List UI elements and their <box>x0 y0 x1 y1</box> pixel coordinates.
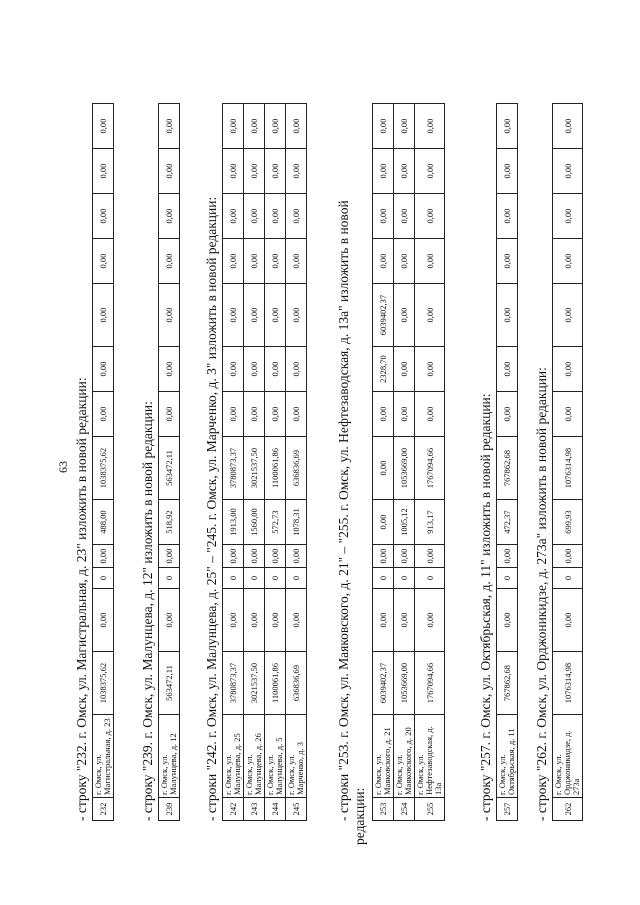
cell: 0,00 <box>415 589 445 652</box>
row-address: г. Омск, ул. Малунцева, д. 26 <box>244 715 265 798</box>
cell: 0,00 <box>497 149 518 194</box>
table-row <box>415 104 445 821</box>
cell: 0,00 <box>223 392 244 437</box>
row-address: г. Омск, ул. Магистральная, д. 23 <box>93 715 114 798</box>
table-row <box>553 104 583 821</box>
table-row <box>244 104 265 821</box>
cell: 0,00 <box>286 239 307 284</box>
cell: 0,00 <box>394 194 415 239</box>
cell: 0,00 <box>415 545 445 568</box>
cell: 0 <box>265 568 286 589</box>
cell: 0,00 <box>244 392 265 437</box>
cell: 0,00 <box>265 104 286 149</box>
cell: 0 <box>553 568 583 589</box>
row-number: 244 <box>265 798 286 821</box>
cell: 0,00 <box>223 589 244 652</box>
cell: 0,00 <box>93 589 114 652</box>
cell: 636836,69 <box>286 437 307 500</box>
cell: 0,00 <box>159 545 180 568</box>
cell: 1100061,86 <box>265 437 286 500</box>
cell: 0,00 <box>93 284 114 347</box>
cell: 0,00 <box>223 194 244 239</box>
cell: 0,00 <box>93 239 114 284</box>
cell: 0,00 <box>553 149 583 194</box>
cell: 0,00 <box>394 104 415 149</box>
row-address: г. Омск, ул. Октябрьская, д. 11 <box>497 715 518 798</box>
cell: 0,00 <box>244 347 265 392</box>
cell: 0 <box>93 568 114 589</box>
cell: 0,00 <box>223 104 244 149</box>
cell: 0,00 <box>244 194 265 239</box>
cell: 0,00 <box>553 104 583 149</box>
cell: 2328,70 <box>373 347 394 392</box>
cell: 0,00 <box>394 589 415 652</box>
cell: 0,00 <box>223 545 244 568</box>
row-number: 242 <box>223 798 244 821</box>
cell: 0 <box>394 568 415 589</box>
cell: 0,00 <box>93 104 114 149</box>
cell: 0,00 <box>159 284 180 347</box>
cell: 0 <box>244 568 265 589</box>
cell: 0,00 <box>553 284 583 347</box>
cell: 0,00 <box>223 239 244 284</box>
cell: 0,00 <box>223 347 244 392</box>
cell: 0,00 <box>265 589 286 652</box>
cell: 0,00 <box>93 149 114 194</box>
cell: 0,00 <box>394 239 415 284</box>
cell: 0,00 <box>497 239 518 284</box>
cell: 0,00 <box>244 545 265 568</box>
cell: 0 <box>373 568 394 589</box>
cell: 1913,00 <box>223 500 244 545</box>
cell: 0,00 <box>553 589 583 652</box>
row-number: 254 <box>394 798 415 821</box>
section-heading: - строки "253. г. Омск, ул. Маяковского, д. 21" – "255. г. Омск, ул. Нефтезаводская, д. 13а" изложить в новой <box>336 200 351 821</box>
cell: 1076314,98 <box>553 437 583 500</box>
cell: 1078,31 <box>286 500 307 545</box>
section-table <box>222 103 307 821</box>
cell: 0,00 <box>415 149 445 194</box>
cell: 572,73 <box>265 500 286 545</box>
cell: 0,00 <box>265 239 286 284</box>
cell: 0,00 <box>93 392 114 437</box>
cell: 0,00 <box>265 194 286 239</box>
cell: 0,00 <box>159 347 180 392</box>
cell: 563472,11 <box>159 652 180 715</box>
cell: 1100061,86 <box>265 652 286 715</box>
cell: 0,00 <box>373 589 394 652</box>
cell: 0,00 <box>394 392 415 437</box>
cell: 3780873,37 <box>223 437 244 500</box>
cell: 0,00 <box>286 392 307 437</box>
cell: 0,00 <box>553 347 583 392</box>
cell: 0 <box>497 568 518 589</box>
cell: 0,00 <box>159 589 180 652</box>
cell: 913,17 <box>415 500 445 545</box>
table-row <box>223 104 244 821</box>
section-heading: - строку "262. г. Омск, ул. Орджоникидзе, д. 273а" изложить в новой редакции: <box>534 367 549 821</box>
cell: 0,00 <box>394 149 415 194</box>
cell: 3021537,50 <box>244 652 265 715</box>
cell: 563472,11 <box>159 437 180 500</box>
cell: 1076314,98 <box>553 652 583 715</box>
cell: 0,00 <box>497 347 518 392</box>
cell: 0,00 <box>394 347 415 392</box>
cell: 0,00 <box>415 284 445 347</box>
cell: 0,00 <box>244 104 265 149</box>
row-address: г. Омск, ул. Маяковского, д. 20 <box>394 715 415 798</box>
cell: 0,00 <box>553 239 583 284</box>
cell: 0,00 <box>93 545 114 568</box>
cell: 1038375,62 <box>93 437 114 500</box>
row-address: г. Омск, ул. Нефтезаводская, д. 13а <box>415 715 445 798</box>
cell: 0,00 <box>286 284 307 347</box>
cell: 0,00 <box>373 392 394 437</box>
cell: 0 <box>159 568 180 589</box>
row-address: г. Омск, ул. Малунцева, д. 25 <box>223 715 244 798</box>
cell: 1767094,66 <box>415 437 445 500</box>
section-table <box>92 103 114 821</box>
row-number: 255 <box>415 798 445 821</box>
row-number: 262 <box>553 798 583 821</box>
page-number: 63 <box>56 461 70 473</box>
cell: 0,00 <box>159 392 180 437</box>
cell: 0,00 <box>286 589 307 652</box>
cell: 0,00 <box>415 392 445 437</box>
cell: 6039402,37 <box>373 284 394 347</box>
section-heading: - строку "257. г. Омск, ул. Октябрьская, д. 11" изложить в новой редакции: <box>478 393 493 821</box>
cell: 0,00 <box>373 149 394 194</box>
row-number: 232 <box>93 798 114 821</box>
cell: 0,00 <box>497 392 518 437</box>
cell: 636836,69 <box>286 652 307 715</box>
cell: 1560,00 <box>244 500 265 545</box>
cell: 0,00 <box>244 239 265 284</box>
table-row <box>93 104 114 821</box>
cell: 0,00 <box>244 149 265 194</box>
cell: 0,00 <box>159 149 180 194</box>
row-number: 253 <box>373 798 394 821</box>
cell: 0 <box>286 568 307 589</box>
cell: 0,00 <box>497 545 518 568</box>
cell: 0,00 <box>394 545 415 568</box>
cell: 0,00 <box>373 545 394 568</box>
cell: 0,00 <box>553 194 583 239</box>
row-number: 257 <box>497 798 518 821</box>
cell: 0,00 <box>265 392 286 437</box>
cell: 0,00 <box>373 239 394 284</box>
cell: 0,00 <box>265 284 286 347</box>
cell: 0,00 <box>497 194 518 239</box>
cell: 0,00 <box>93 194 114 239</box>
cell: 3780873,37 <box>223 652 244 715</box>
cell: 0,00 <box>286 545 307 568</box>
table-row <box>373 104 394 821</box>
cell: 0 <box>223 568 244 589</box>
section-heading: - строки "242. г. Омск, ул. Малунцева, д. 25" – "245. г. Омск, ул. Марченко, д. 3" изложить в новой редакции: <box>204 196 219 821</box>
cell: 472,37 <box>497 500 518 545</box>
row-number: 245 <box>286 798 307 821</box>
cell: 1038375,62 <box>93 652 114 715</box>
row-address: г. Омск, ул. Орджоникидзе, д. 273а <box>553 715 583 798</box>
cell: 0,00 <box>497 589 518 652</box>
cell: 767862,68 <box>497 652 518 715</box>
section-table <box>372 103 445 821</box>
cell: 699,93 <box>553 500 583 545</box>
cell: 0,00 <box>373 104 394 149</box>
cell: 0,00 <box>373 500 394 545</box>
cell: 488,00 <box>93 500 114 545</box>
table-row <box>286 104 307 821</box>
table-row <box>159 104 180 821</box>
cell: 0,00 <box>244 589 265 652</box>
section-table <box>158 103 180 821</box>
section-table <box>552 103 583 821</box>
cell: 0,00 <box>244 284 265 347</box>
cell: 0,00 <box>93 347 114 392</box>
cell: 0,00 <box>286 149 307 194</box>
cell: 0 <box>415 568 445 589</box>
cell: 518,92 <box>159 500 180 545</box>
cell: 0,00 <box>497 284 518 347</box>
cell: 0,00 <box>159 194 180 239</box>
cell: 0,00 <box>373 437 394 500</box>
cell: 0,00 <box>265 149 286 194</box>
cell: 0,00 <box>223 149 244 194</box>
table-row <box>394 104 415 821</box>
row-number: 239 <box>159 798 180 821</box>
section-heading: - строку "232. г. Омск, ул. Магистральная, д. 23" изложить в новой редакции: <box>74 377 89 821</box>
section-table <box>496 103 518 821</box>
cell: 0,00 <box>394 284 415 347</box>
row-address: г. Омск, ул. Марченко, д. 3 <box>286 715 307 798</box>
cell: 3021537,50 <box>244 437 265 500</box>
cell: 6039402,37 <box>373 652 394 715</box>
cell: 0,00 <box>497 104 518 149</box>
cell: 0,00 <box>286 347 307 392</box>
cell: 0,00 <box>415 347 445 392</box>
cell: 0,00 <box>265 545 286 568</box>
row-address: г. Омск, ул. Маяковского, д. 21 <box>373 715 394 798</box>
cell: 0,00 <box>265 347 286 392</box>
cell: 0,00 <box>159 239 180 284</box>
cell: 767862,68 <box>497 437 518 500</box>
row-address: г. Омск, ул. Малунцева, д. 12 <box>159 715 180 798</box>
section-heading: - строку "239. г. Омск, ул. Малунцева, д. 12" изложить в новой редакции: <box>140 401 155 821</box>
cell: 0,00 <box>415 194 445 239</box>
row-number: 243 <box>244 798 265 821</box>
cell: 1005,12 <box>394 500 415 545</box>
cell: 1053669,00 <box>394 437 415 500</box>
table-row <box>265 104 286 821</box>
cell: 0,00 <box>415 239 445 284</box>
table-row <box>497 104 518 821</box>
cell: 0,00 <box>223 284 244 347</box>
row-address: г. Омск, ул. Малунцева, д. 5 <box>265 715 286 798</box>
cell: 1053669,00 <box>394 652 415 715</box>
cell: 0,00 <box>286 194 307 239</box>
cell: 0,00 <box>159 104 180 149</box>
cell: 0,00 <box>553 392 583 437</box>
cell: 1767094,66 <box>415 652 445 715</box>
cell: 0,00 <box>553 545 583 568</box>
cell: 0,00 <box>286 104 307 149</box>
cell: 0,00 <box>415 104 445 149</box>
cell: 0,00 <box>373 194 394 239</box>
section-heading-continued: редакции: <box>352 787 367 845</box>
